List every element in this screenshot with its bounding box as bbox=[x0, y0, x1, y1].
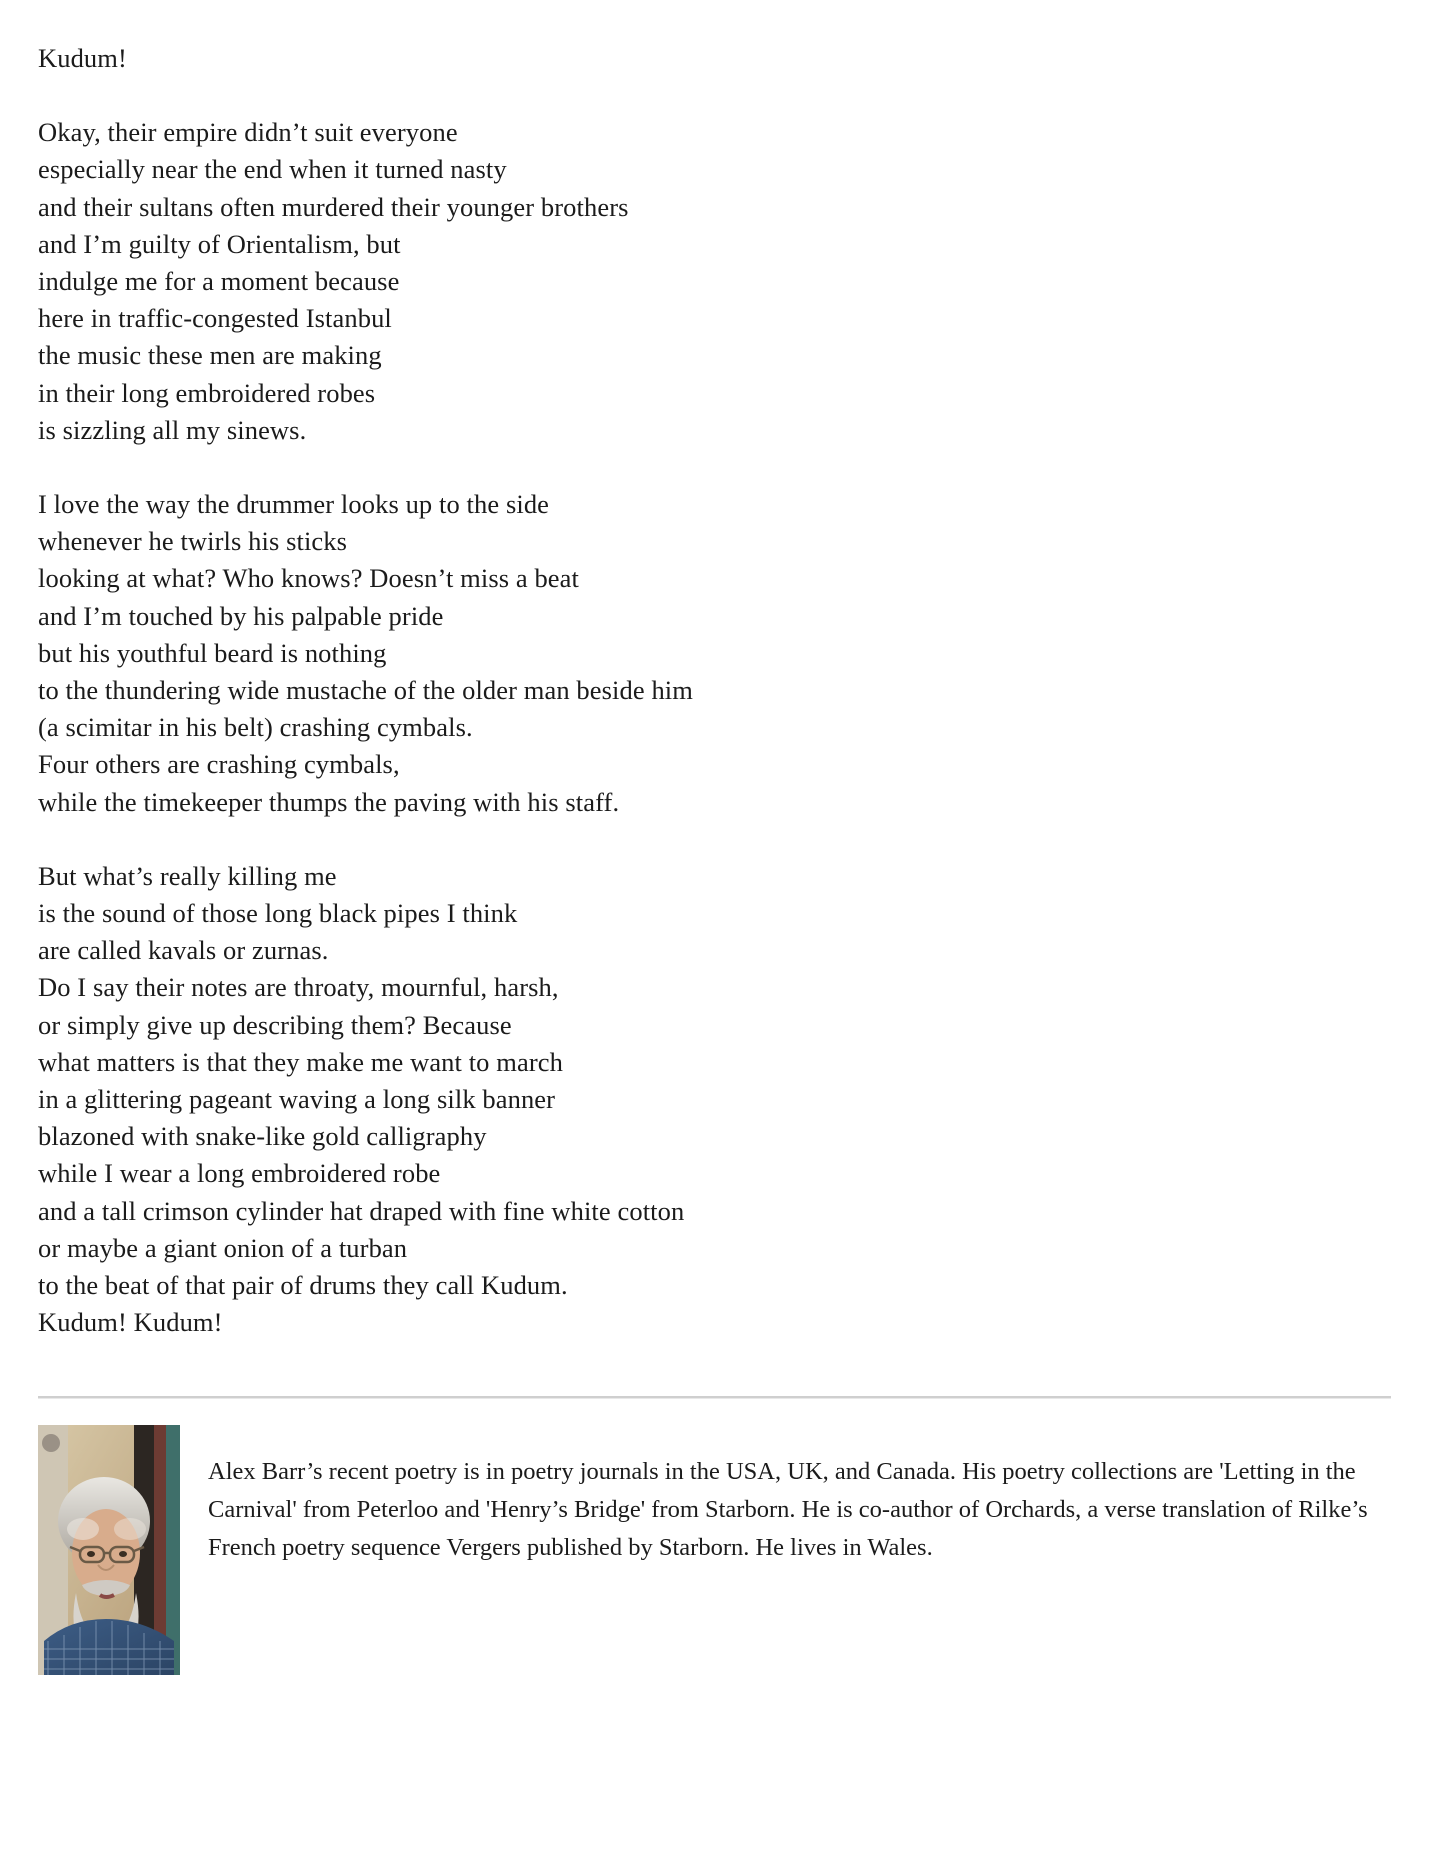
poem-body bbox=[38, 40, 1391, 1342]
poem-line: and I’m guilty of Orientalism, but bbox=[38, 228, 401, 259]
poem-line: while the timekeeper thumps the paving with his staff. bbox=[38, 786, 620, 817]
author-photo bbox=[38, 1425, 180, 1675]
poem-line: while I wear a long embroidered robe bbox=[38, 1158, 441, 1189]
poem-line: whenever he twirls his sticks bbox=[38, 526, 348, 557]
poem-line: Do I say their notes are throaty, mournful, harsh, bbox=[38, 972, 559, 1003]
poem-line: or maybe a giant onion of a turban bbox=[38, 1232, 408, 1263]
poem-line: and I’m touched by his palpable pride bbox=[38, 600, 444, 631]
poem-line: in a glittering pageant waving a long silk banner bbox=[38, 1084, 556, 1115]
poem-line: Kudum! bbox=[38, 43, 127, 73]
poem-line: Okay, their empire didn’t suit everyone bbox=[38, 117, 458, 148]
poem-line: or simply give up describing them? Because bbox=[38, 1009, 512, 1040]
poem-line: especially near the end when it turned nasty bbox=[38, 154, 507, 185]
poem-line: what matters is that they make me want to march bbox=[38, 1046, 563, 1077]
poem-line: the music these men are making bbox=[38, 340, 382, 371]
author-bio-text: Alex Barr’s recent poetry is in poetry journals in the USA, UK, and Canada. His poetry collections are 'Letting in the Carnival' from Peterloo and 'Henry’s Bridge' from Starborn. He is co-author of Orchards, a verse translation of Rilke’s French poetry sequence Vergers published by Starborn. He lives in Wales. bbox=[208, 1457, 1368, 1561]
poem-line: and a tall crimson cylinder hat draped with fine white cotton bbox=[38, 1195, 685, 1226]
poem-line: blazoned with snake-like gold calligraphy bbox=[38, 1121, 487, 1152]
poem-line: Kudum! Kudum! bbox=[38, 1307, 223, 1338]
poem-line: are called kavals or zurnas. bbox=[38, 935, 329, 966]
poem-line: and their sultans often murdered their younger brothers bbox=[38, 191, 629, 222]
poem-line: to the thundering wide mustache of the older man beside him bbox=[38, 675, 693, 706]
poem-line: looking at what? Who knows? Doesn’t miss a beat bbox=[38, 563, 579, 594]
poem-stanza bbox=[38, 486, 1391, 821]
poem-line: is sizzling all my sinews. bbox=[38, 414, 307, 445]
poem-line: (a scimitar in his belt) crashing cymbals. bbox=[38, 712, 473, 743]
poem-line: But what’s really killing me bbox=[38, 860, 337, 891]
poem-stanza bbox=[38, 40, 1391, 77]
section-divider bbox=[38, 1396, 1391, 1399]
poem-line: to the beat of that pair of drums they call Kudum. bbox=[38, 1270, 568, 1301]
poem-line: in their long embroidered robes bbox=[38, 377, 376, 408]
poem-line: indulge me for a moment because bbox=[38, 266, 400, 297]
poem-line: Four others are crashing cymbals, bbox=[38, 749, 400, 780]
poem-stanza bbox=[38, 114, 1391, 449]
author-bio bbox=[38, 1425, 1391, 1715]
poem-line: is the sound of those long black pipes I think bbox=[38, 898, 518, 929]
poem-line: I love the way the drummer looks up to the side bbox=[38, 489, 550, 520]
poem-line: here in traffic-congested Istanbul bbox=[38, 303, 392, 334]
poem-stanza bbox=[38, 858, 1391, 1342]
portrait-image bbox=[38, 1425, 180, 1675]
poem-line: but his youthful beard is nothing bbox=[38, 637, 387, 668]
